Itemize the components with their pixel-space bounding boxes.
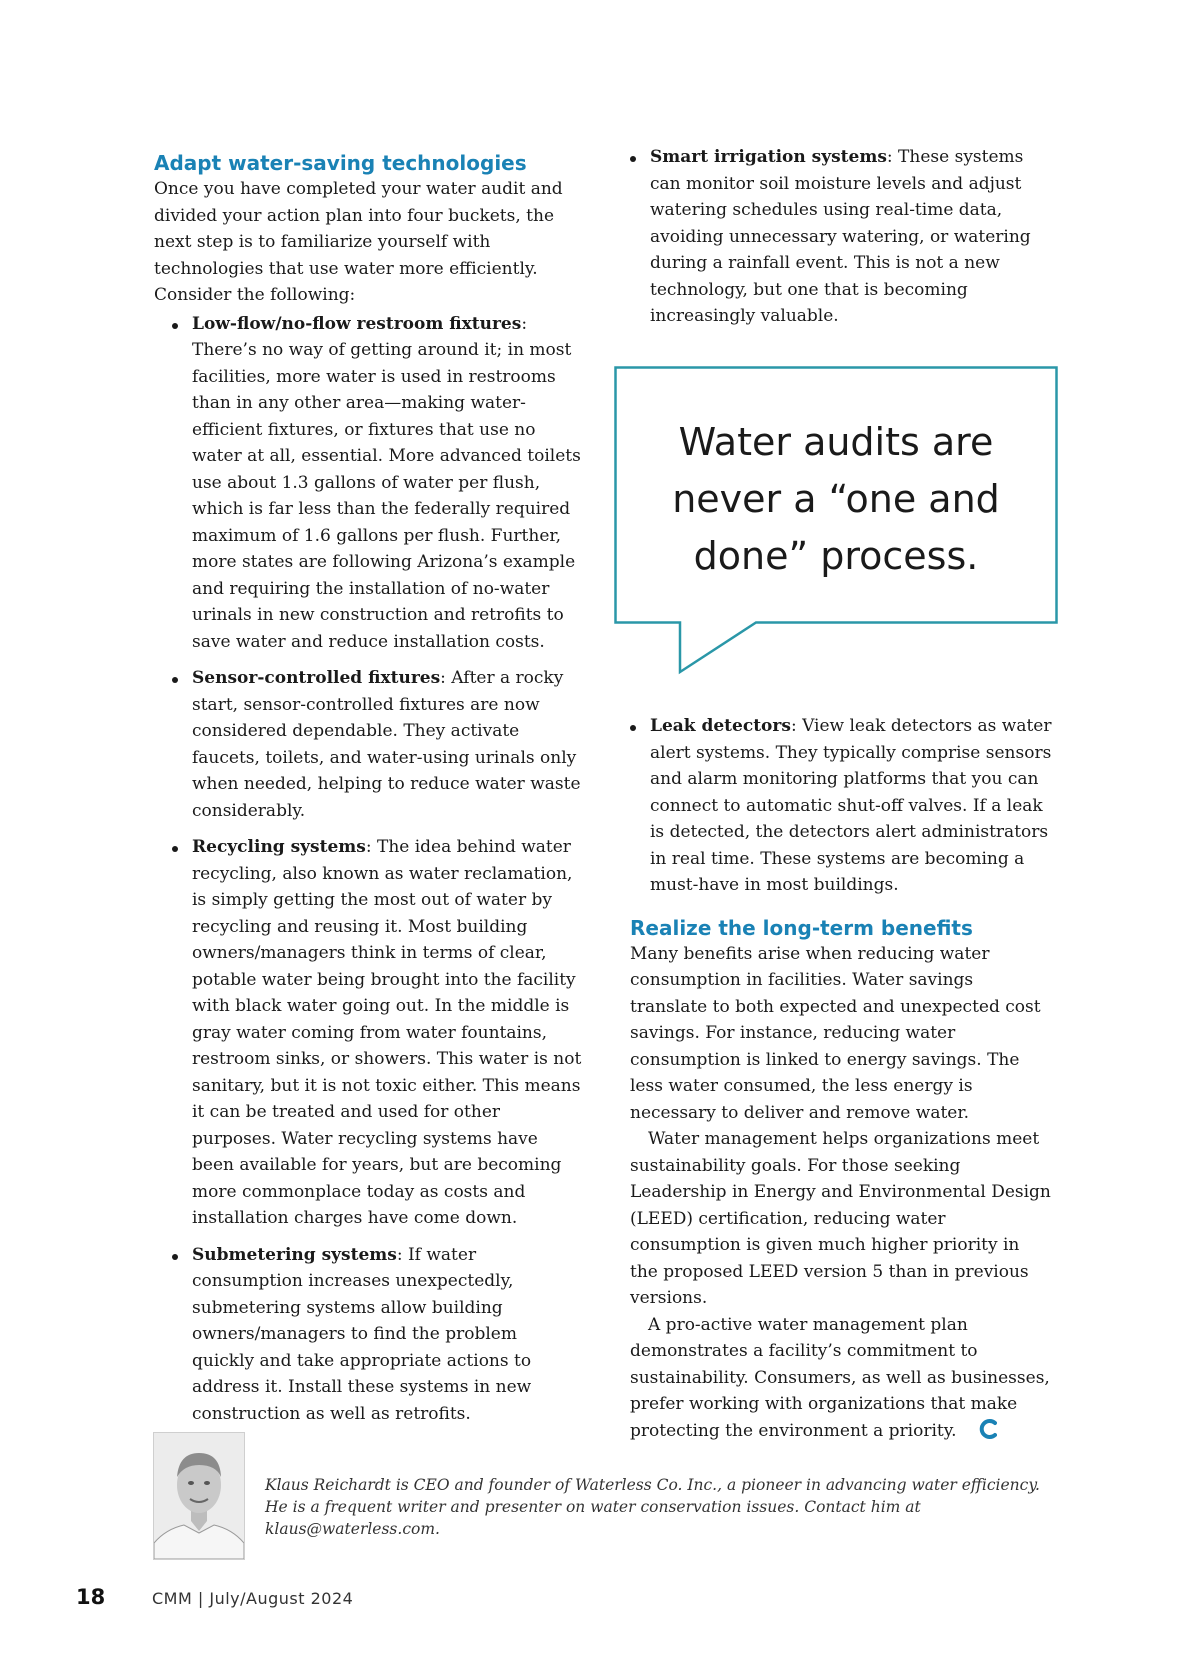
list-item — [192, 1242, 584, 1428]
bullet-text: : If water consumption increases unexpectedly, submetering systems allow building owners/managers to find the problem quickly and take appropriate actions to address it. Install these systems in new construction as well as retrofits. — [192, 1244, 532, 1424]
pull-quote-text: Water audits are never a “one and done” process. — [672, 420, 1000, 578]
bullet-icon — [172, 846, 178, 852]
bullet-icon — [172, 677, 178, 683]
author-photo — [153, 1432, 245, 1560]
bullet-icon — [172, 323, 178, 329]
list-item — [650, 144, 1052, 330]
bullet-term: Submetering systems — [192, 1244, 397, 1265]
benefits-paragraph — [630, 1312, 1052, 1448]
bullet-icon — [630, 156, 636, 162]
page-number: 18 — [76, 1585, 106, 1609]
list-item — [192, 834, 584, 1232]
bullet-term: Low-flow/no-flow restroom fixtures — [192, 313, 522, 334]
list-item — [650, 713, 1052, 899]
bullet-term: Leak detectors — [650, 716, 791, 736]
bullet-text: : These systems can monitor soil moisture levels and adjust watering schedules using real-time data, avoiding unnecessary watering, or watering during a rainfall event. This is not a new technology, but one that is becoming increasingly valuable. — [650, 147, 1031, 326]
bullet-icon — [172, 1254, 178, 1260]
bullet-term: Recycling systems — [192, 837, 366, 857]
technology-list-leak — [612, 713, 1052, 899]
benefits-text — [612, 941, 1052, 1448]
cmm-end-mark-icon — [961, 1419, 997, 1448]
technology-list — [154, 311, 584, 1428]
benefits-paragraph: Water management helps organizations meet sustainability goals. For those seeking Leadership in Energy and Environmental Design (LEED) certification, reducing water consumption is given much higher priority in the proposed LEED version 5 than in previous versions. — [630, 1129, 1051, 1308]
bullet-text: : View leak detectors as water alert systems. They typically comprise sensors and alarm monitoring platforms that you can connect to automatic shut-off valves. If a leak is detected, the detectors alert administrators in real time. These systems are becoming a must-have in most buildings. — [650, 716, 1052, 895]
bullet-icon — [630, 725, 636, 731]
bullet-text: : There’s no way of getting around it; in most facilities, more water is used in restrooms than in any other area—making water-efficient fixtures, or fixtures that use no water at all, essential. More advanced toilets use about 1.3 gallons of water per flush, which is far less than the federally required maximum of 1.6 gallons per flush. Further, more states are following Arizona’s example and requiring the installation of no-water urinals in new construction and retrofits to save water and reduce installation costs. — [192, 313, 581, 652]
bullet-term: Smart irrigation systems — [650, 147, 887, 167]
bullet-text: : The idea behind water recycling, also known as water reclamation, is simply getting the most out of water by recycling and reusing it. Most building owners/managers think in terms of clear, potable water being brought into the facility with black water going out. In the middle is gray water coming from water fountains, restroom sinks, or showers. This water is not sanitary, but it is not toxic either. This means it can be treated and used for other purposes. Water recycling systems have been available for years, but are becoming more commonplace today as costs and installation charges have come down. — [192, 837, 582, 1228]
intro-paragraph: Once you have completed your water audit and divided your action plan into four buckets, the next step is to familiarize yourself with technologies that use water more efficiently. Consider the following: — [154, 179, 563, 305]
left-column — [154, 150, 584, 1437]
technology-list-continued — [612, 144, 1052, 330]
right-column-top — [612, 144, 1052, 340]
benefits-paragraph: Many benefits arise when reducing water consumption in facilities. Water savings translate to both expected and unexpected cost savings. For instance, reducing water consumption is linked to energy savings. The less water consumed, the less energy is necessary to deliver and remove water. — [630, 943, 1041, 1123]
author-headshot-icon — [154, 1433, 244, 1559]
list-item — [192, 311, 584, 656]
author-bio: Klaus Reichardt is CEO and founder of Waterless Co. Inc., a pioneer in advancing water efficiency. He is a frequent writer and presenter on water conservation issues. Contact him at klaus@waterless.com. — [265, 1476, 1040, 1538]
benefits-paragraph-text: A pro-active water management plan demonstrates a facility’s commitment to sustainability. Consumers, as well as businesses, prefer working with organizations that make protecting the environment a priority. — [630, 1314, 1050, 1441]
list-item — [192, 665, 584, 824]
pull-quote-callout — [614, 366, 1058, 624]
section-heading-adapt: Adapt water-saving technologies — [154, 151, 527, 175]
right-column-lower — [612, 713, 1052, 1447]
bullet-text: : After a rocky start, sensor-controlled fixtures are now considered dependable. They activate faucets, toilets, and water-using urinals only when needed, helping to reduce water waste considerably. — [192, 668, 581, 821]
publication-footer: CMM | July/August 2024 — [152, 1589, 354, 1608]
bullet-term: Sensor-controlled fixtures — [192, 668, 441, 688]
section-heading-realize: Realize the long-term benefits — [630, 915, 973, 940]
